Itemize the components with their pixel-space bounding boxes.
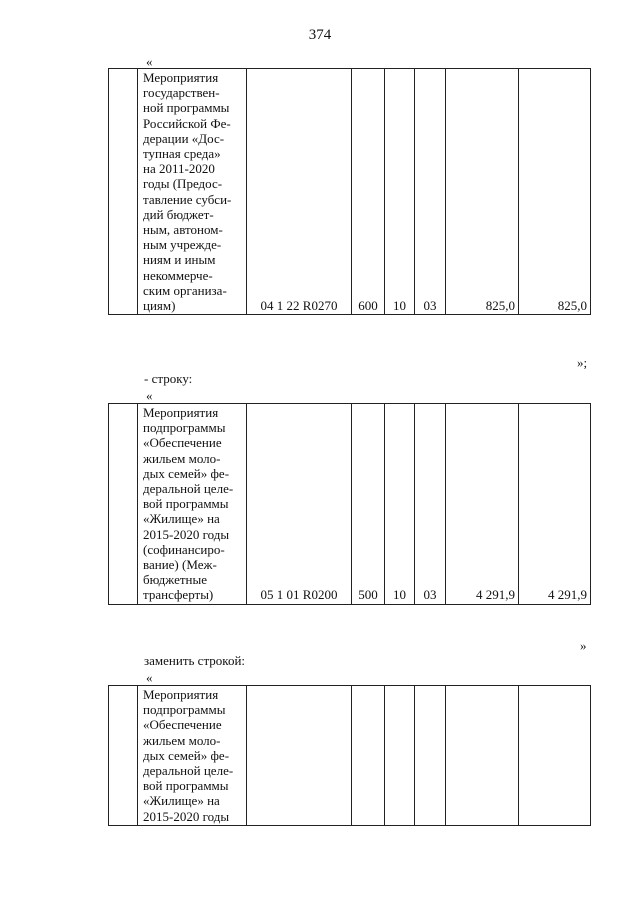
- item-name-line: тавление субси-: [143, 191, 232, 207]
- expense-type-code: 500: [352, 404, 385, 605]
- closing-quote: »;: [577, 355, 588, 370]
- item-name-line: дых семей» фе-: [143, 465, 230, 481]
- item-name-line: «Жилище» на: [143, 511, 220, 527]
- row-number-cell: [109, 69, 138, 315]
- subsection-code: 03: [415, 404, 446, 605]
- item-name-line: Мероприятия: [143, 70, 219, 85]
- amount-cell: 825,0: [519, 69, 591, 315]
- item-name-cell: [138, 69, 247, 315]
- item-name-line: на 2011-2020: [143, 161, 215, 177]
- item-name-line: деральной целе-: [143, 481, 234, 497]
- amount-cell: [519, 686, 591, 826]
- instruction-text: заменить строкой:: [144, 653, 246, 668]
- item-name-line: годы (Предос-: [143, 176, 223, 192]
- item-name-line: дерации «Дос-: [143, 130, 225, 146]
- target-article-code: 05 1 01 R0200: [247, 404, 352, 605]
- item-name-cell: [138, 686, 247, 826]
- item-name-line: 2015-2020 годы: [143, 808, 230, 824]
- item-name-line: дий бюджет-: [143, 206, 214, 222]
- row-number-cell: [109, 686, 138, 826]
- target-article-code: 04 1 22 R0270: [247, 69, 352, 315]
- item-name-line: циям): [143, 298, 176, 314]
- item-name-line: ным, автоном-: [143, 222, 223, 238]
- item-name-line: «Обеспечение: [143, 435, 222, 451]
- item-name-line: вой программы: [143, 778, 229, 794]
- row-number-cell: [109, 404, 138, 605]
- item-name-line: вой программы: [143, 496, 229, 512]
- item-name-line: деральной целе-: [143, 763, 234, 779]
- subsection-code: 03: [415, 69, 446, 315]
- item-name-line: ниям и иным: [143, 252, 216, 268]
- amount-cell: 825,0: [446, 69, 519, 315]
- amount-cell: 4 291,9: [446, 404, 519, 605]
- amount-cell: 4 291,9: [519, 404, 591, 605]
- opening-quote: «: [146, 670, 153, 685]
- item-name-line: «Жилище» на: [143, 793, 220, 809]
- item-name-line: подпрограммы: [143, 420, 226, 436]
- expense-type-code: 600: [352, 69, 385, 315]
- item-name-line: Мероприятия: [143, 687, 219, 702]
- budget-table-3: [108, 685, 591, 826]
- target-article-code: [247, 686, 352, 826]
- item-name-line: некоммерче-: [143, 267, 213, 283]
- item-name-cell: [138, 404, 247, 605]
- item-name-line: тупная среда»: [143, 146, 221, 162]
- item-name-line: трансферты): [143, 587, 214, 603]
- item-name-line: (софинансиро-: [143, 541, 225, 557]
- budget-table-2: [108, 403, 591, 605]
- section-code: 10: [385, 404, 415, 605]
- table-row: [109, 686, 591, 826]
- section-code: 10: [385, 69, 415, 315]
- item-name-line: подпрограммы: [143, 702, 226, 718]
- section-code: [385, 686, 415, 826]
- item-name-line: ным учрежде-: [143, 237, 222, 253]
- item-name-line: жильем моло-: [143, 732, 221, 748]
- item-name-line: 2015-2020 годы: [143, 526, 230, 542]
- item-name-line: ной программы: [143, 100, 230, 116]
- item-name-line: вание) (Меж-: [143, 557, 217, 573]
- item-name-line: Мероприятия: [143, 405, 219, 420]
- opening-quote: «: [146, 54, 153, 69]
- item-name-line: Российской Фе-: [143, 115, 231, 131]
- budget-table-1: [108, 68, 591, 315]
- table-row: [109, 69, 591, 315]
- expense-type-code: [352, 686, 385, 826]
- table-row: [109, 404, 591, 605]
- amount-cell: [446, 686, 519, 826]
- item-name-line: дых семей» фе-: [143, 747, 230, 763]
- page-number: 374: [308, 27, 332, 43]
- instruction-text: - строку:: [144, 371, 193, 386]
- item-name-line: государствен-: [143, 85, 220, 101]
- item-name-line: бюджетные: [143, 572, 208, 588]
- subsection-code: [415, 686, 446, 826]
- item-name-line: ским организа-: [143, 282, 227, 298]
- closing-quote: »: [580, 638, 587, 653]
- opening-quote: «: [146, 388, 153, 403]
- item-name-line: жильем моло-: [143, 450, 221, 466]
- item-name-line: «Обеспечение: [143, 717, 222, 733]
